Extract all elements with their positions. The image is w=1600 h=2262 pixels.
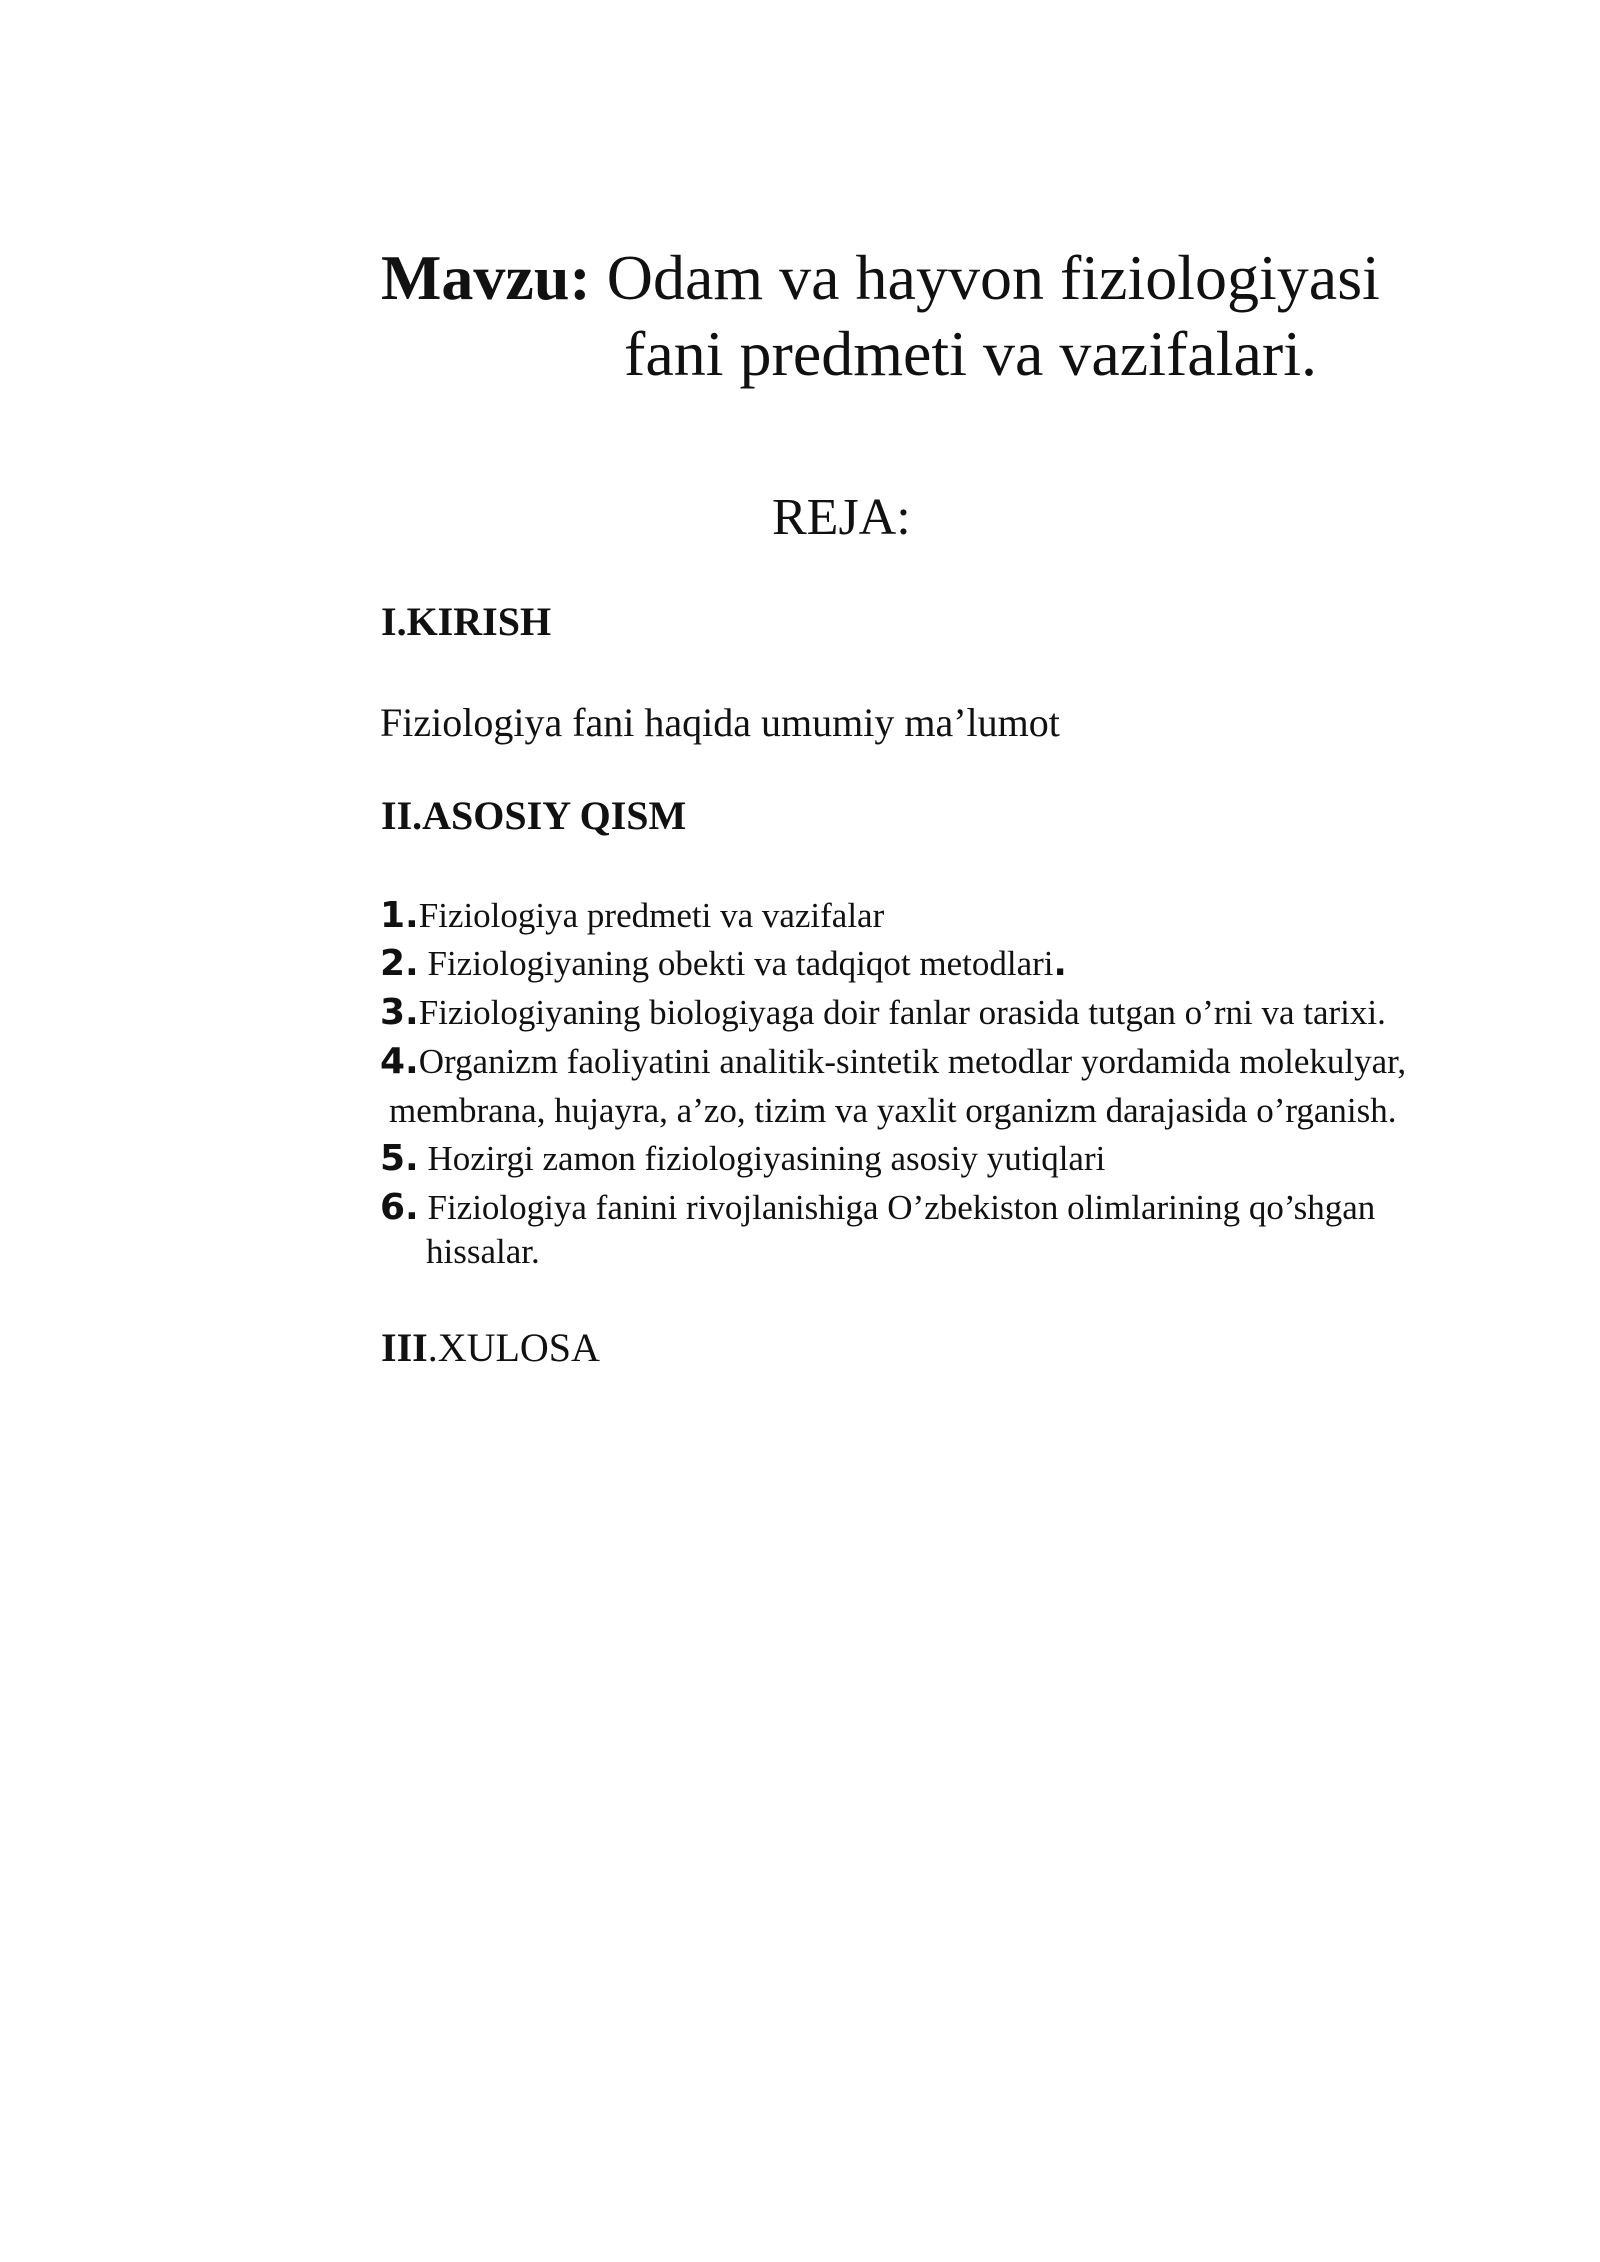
plan-item-number: 3. — [380, 992, 419, 1033]
plan-item-4-continuation: membrana, hujayra, a’zo, tizim va yaxlit organizm darajasida o’rganish. — [389, 1091, 1397, 1130]
plan-item-number: 1. — [380, 895, 419, 936]
section-heading-conclusion — [381, 1322, 600, 1374]
plan-item-1 — [380, 892, 884, 940]
document-title-line-1 — [381, 238, 1380, 318]
plan-item-number: 6. — [380, 1187, 419, 1228]
plan-item-text: Organizm faoliyatini analitik-sintetik metodlar yordamida molekulyar, — [418, 1042, 1407, 1081]
section-heading-introduction: I.KIRISH — [381, 599, 552, 644]
plan-item-4 — [380, 1038, 1406, 1086]
title-label: Mavzu: — [381, 242, 591, 313]
plan-item-text: Fiziologiyaning obekti va tadqiqot metodlari — [418, 944, 1054, 983]
plan-item-number: 2. — [380, 943, 419, 984]
plan-item-number: 4. — [380, 1041, 419, 1082]
conclusion-number: III — [381, 1325, 428, 1370]
plan-item-text: Hozirgi zamon fiziologiyasining asosiy yutiqlari — [418, 1139, 1106, 1178]
section-heading-main-part: II.ASOSIY QISM — [381, 793, 687, 838]
plan-item-6 — [380, 1184, 1375, 1232]
conclusion-text: .XULOSA — [427, 1325, 600, 1370]
plan-item-3 — [380, 989, 1386, 1037]
plan-item-2 — [380, 940, 1067, 988]
plan-item-6-continuation: hissalar. — [426, 1232, 540, 1271]
plan-item-text: Fiziologiya predmeti va vazifalar — [418, 896, 885, 935]
plan-heading: REJA: — [772, 489, 911, 546]
plan-item-tail: . — [1053, 944, 1067, 984]
plan-item-text: Fiziologiya fanini rivojlanishiga O’zbekiston olimlarining qo’shgan — [418, 1188, 1376, 1227]
plan-item-5 — [380, 1135, 1105, 1183]
plan-item-text: Fiziologiyaning biologiyaga doir fanlar orasida tutgan o’rni va tarixi. — [418, 993, 1386, 1032]
title-text-line-1: Odam va hayvon fiziologiyasi — [606, 242, 1380, 313]
introduction-text: Fiziologiya fani haqida umumiy ma’lumot — [380, 700, 1060, 745]
plan-item-number: 5. — [380, 1138, 419, 1179]
title-text-line-2: fani predmeti va vazifalari. — [624, 318, 1317, 389]
